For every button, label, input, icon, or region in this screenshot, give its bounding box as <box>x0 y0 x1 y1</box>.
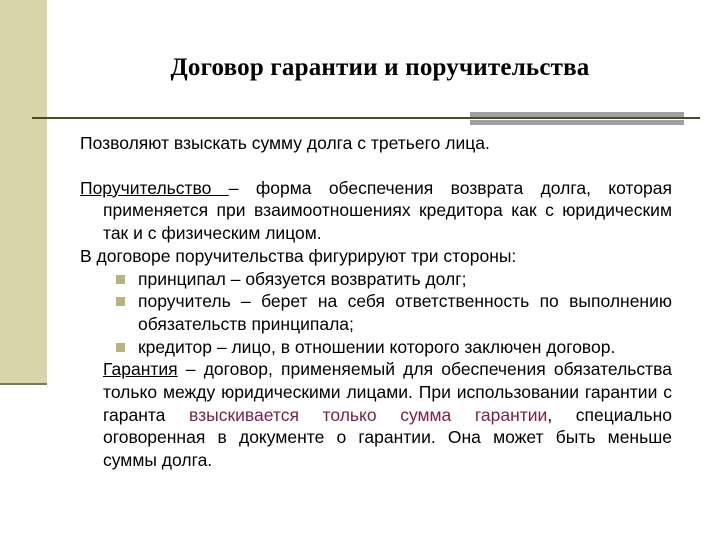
sidebar-underline <box>0 383 47 385</box>
poruch-paragraph <box>80 177 672 245</box>
list-item-text: принципал – обязуется возвратить долг; <box>138 268 467 289</box>
sidebar-decoration <box>0 0 47 383</box>
bullet-square-icon <box>116 275 125 284</box>
slide-body <box>80 132 672 472</box>
poruch-term: Поручительство <box>80 177 229 198</box>
parties-intro: В договоре поручительства фигурируют три стороны: <box>80 245 517 266</box>
slide-title: Договор гарантии и поручительства <box>170 54 590 81</box>
garant-highlight: взыскивается только сумма гарантии <box>189 404 548 425</box>
intro-text: Позволяют взыскать сумму долга с третьего лица. <box>80 133 490 153</box>
poruch-definition: – форма обеспечения возврата долга, которая применяется при взаимоотношениях кредитора как с юридическим так и с физическим лицом. <box>103 177 672 244</box>
bullet-square-icon <box>116 343 125 352</box>
list-item <box>80 336 672 359</box>
title-divider <box>32 117 700 119</box>
list-item <box>80 268 672 291</box>
garant-definition-1: – договор, применяемый для обеспечения обязательства только между юридическими лицами. При использовании гарантии с гаранта <box>103 359 672 425</box>
garant-definition-2: , специально оговоренная в документе о гарантии. Она может быть меньше суммы долга. <box>103 404 672 471</box>
garant-paragraph <box>80 358 672 472</box>
garant-term: Гарантия <box>103 359 178 380</box>
list-item-text: поручитель – берет на себя ответственность по выполнению обязательств принципала; <box>138 291 672 334</box>
spacer <box>80 155 672 177</box>
list-item-text: кредитор – лицо, в отношении которого заключен договор. <box>138 336 616 357</box>
list-item <box>80 290 672 335</box>
title-accent-bar-bottom <box>470 120 684 125</box>
bullet-square-icon <box>116 297 125 306</box>
